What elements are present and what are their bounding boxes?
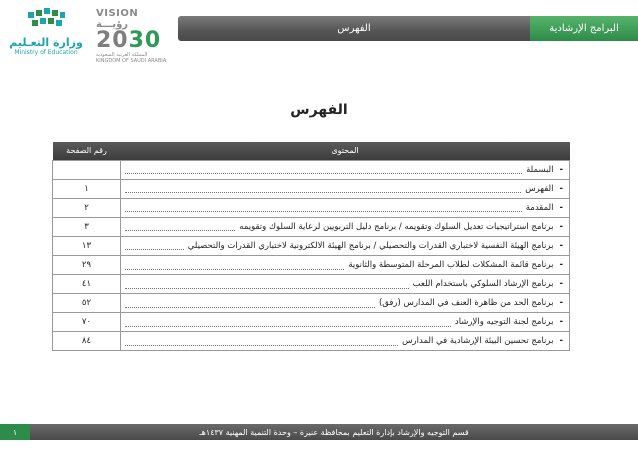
page-title: الفهرس	[290, 102, 348, 118]
table-row	[53, 313, 570, 332]
entry-title: برنامج استراتيجيات تعديل السلوك وتقويمه / برنامج دليل التربويين لرعاية السلوك وتقويمه	[239, 221, 554, 232]
moe-name-ar: وزارة التعـليم	[9, 36, 83, 49]
entry-page	[53, 160, 121, 179]
table-row	[53, 217, 570, 236]
vision-label: VISION	[96, 8, 139, 19]
entry-page: ٣	[53, 217, 121, 236]
entry-page: ١٣	[53, 236, 121, 255]
header-content: المحتوى	[121, 142, 570, 160]
table-row	[53, 179, 570, 198]
dot-leader	[125, 184, 521, 193]
table-row	[53, 236, 570, 255]
table-header-row	[53, 142, 570, 160]
moe-name-en: Ministry of Education	[14, 49, 78, 56]
bullet-dash: -	[559, 183, 563, 194]
entry-page: ٥٢	[53, 294, 121, 313]
entry-page: ٢٩	[53, 255, 121, 274]
entry-title: برنامج الحد من ظاهرة العنف في المدارس (رفق)	[378, 298, 554, 309]
bullet-dash: -	[559, 298, 563, 309]
dot-leader	[125, 165, 522, 174]
dot-leader	[125, 337, 398, 346]
entry-title: برنامج لجنة التوجيه والإرشاد	[454, 317, 554, 328]
table-row	[53, 198, 570, 217]
entry-title: البسملة	[526, 164, 554, 175]
dot-leader	[125, 203, 522, 212]
bullet-dash: -	[559, 336, 563, 347]
dot-leader	[125, 299, 375, 308]
entry-page: ٧٠	[53, 313, 121, 332]
bullet-dash: -	[559, 164, 563, 175]
table-row	[53, 160, 570, 179]
dot-leader	[125, 261, 344, 270]
ministry-of-education-logo	[6, 8, 86, 60]
bullet-dash: -	[559, 221, 563, 232]
vision-year-b: 30	[128, 28, 162, 53]
vision-sub-ar: المملكة العربية السعودية	[96, 52, 148, 58]
entry-page: ١	[53, 179, 121, 198]
footer-text: قسم التوجيه والإرشاد بإدارة التعليم بمحافظة عنيزة – وحدة التنمية المهنية ١٤٣٧هـ	[30, 424, 638, 440]
vision-2030-logo	[96, 8, 174, 64]
dot-leader	[125, 318, 451, 327]
moe-emblem-icon	[26, 8, 66, 30]
entry-title: برنامج الإرشاد السلوكي باستخدام اللعب	[412, 279, 554, 290]
header-bar	[178, 16, 638, 41]
header-section-label: البرامج الإرشادية	[530, 16, 638, 41]
entry-title: المقدمة	[525, 202, 554, 213]
bullet-dash: -	[559, 240, 563, 251]
header-title: الفهرس	[178, 16, 530, 41]
table-row	[53, 255, 570, 274]
entry-title: برنامج قائمة المشكلات لطلاب المرحلة المتوسطة والثانوية	[348, 260, 554, 271]
footer-bar	[0, 424, 638, 440]
table-of-contents	[52, 142, 570, 351]
bullet-dash: -	[559, 279, 563, 290]
entry-title: برنامج الهيئة النفسية لاختباري القدرات والتحصيلي / برنامج الهيئة الالكترونية لاختباري القدرات والتحصيلي	[187, 240, 554, 251]
bullet-dash: -	[559, 260, 563, 271]
dot-leader	[125, 241, 184, 250]
entry-page: ٢	[53, 198, 121, 217]
dot-leader	[125, 280, 409, 289]
vision-sub-en: KINGDOM OF SAUDI ARABIA	[96, 58, 167, 64]
table-row	[53, 275, 570, 294]
entry-title: برنامج تحسين البيئة الإرشادية في المدارس	[402, 336, 554, 347]
header-page-number: رقم الصفحة	[53, 142, 121, 160]
entry-page: ٤١	[53, 275, 121, 294]
entry-page: ٨٤	[53, 332, 121, 351]
table-row	[53, 294, 570, 313]
entry-title: الفهرس	[525, 183, 554, 194]
table-row	[53, 332, 570, 351]
bullet-dash: -	[559, 202, 563, 213]
bullet-dash: -	[559, 317, 563, 328]
dot-leader	[125, 222, 235, 231]
vision-year-a: 20	[96, 28, 129, 53]
vision-top-ar: رؤيـــة	[96, 19, 129, 30]
footer-page-number: ١	[0, 424, 30, 440]
